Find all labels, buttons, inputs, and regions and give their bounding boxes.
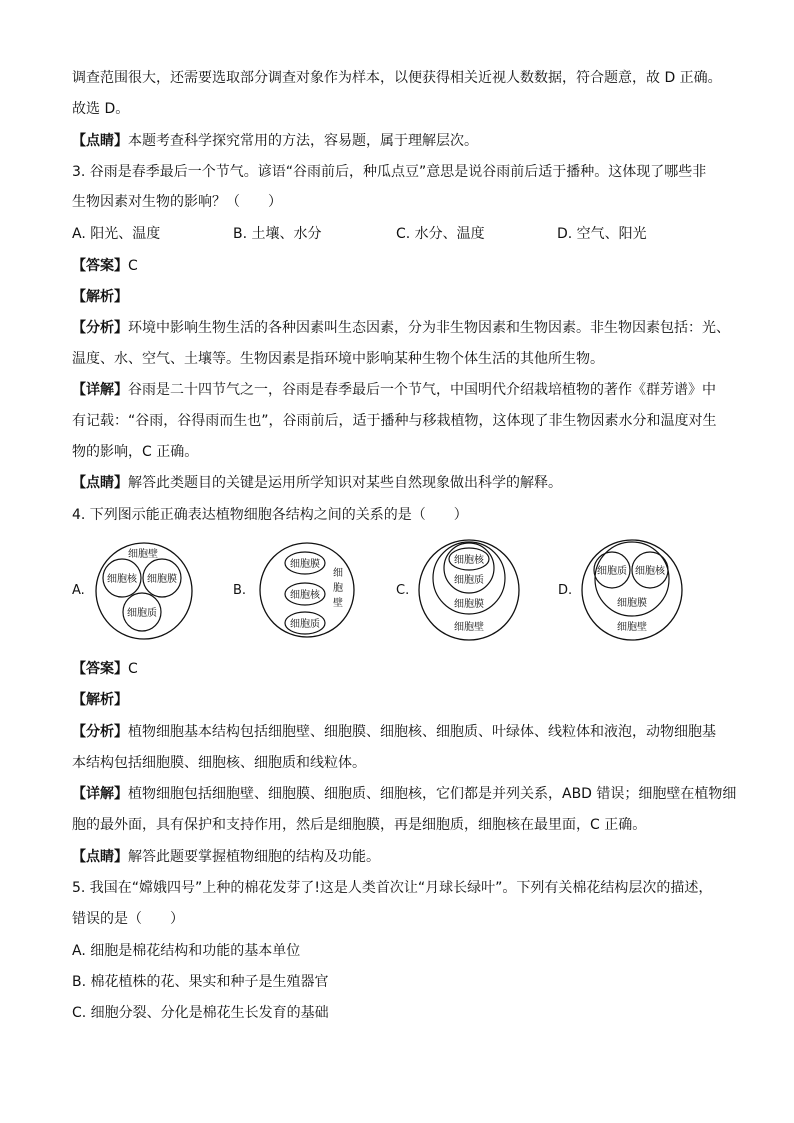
q3-detail-cont: 有记载：“谷雨，谷得雨而生也”，谷雨前后，适于播种与移栽植物，这体现了非生物因素水分和温度对生 — [72, 413, 717, 429]
q3-stem: 3. 谷雨是春季最后一个节气。谚语“谷雨前后，种瓜点豆”意思是说谷雨前后适于播种。这体现了哪些非 — [72, 164, 707, 180]
q3-analysis-cont: 温度、水、空气、土壤等。生物因素是指环境中影响某种生物个体生活的其他所生物。 — [72, 351, 604, 367]
q5-option-b: B. 棉花植株的花、果实和种子是生殖器官 — [72, 974, 329, 990]
diagram-d-cytoplasm-label: 细胞质 — [597, 566, 627, 577]
q4-analysis — [72, 722, 716, 742]
diagram-b — [257, 536, 357, 644]
diagram-b-wall-char: 细 — [333, 568, 343, 579]
q3-jiexi: 【解析】 — [72, 289, 128, 305]
diagram-b-membrane-label: 细胞膜 — [290, 559, 320, 570]
detail-tag: 【详解】 — [72, 382, 128, 398]
q3-option-b: B. 土壤、水分 — [233, 226, 322, 242]
q4-stem: 4. 下列图示能正确表达植物细胞各结构之间的关系的是（ ） — [72, 507, 468, 523]
diagram-d-nucleus-label: 细胞核 — [635, 566, 665, 577]
q4-detail-cont: 胞的最外面，具有保护和支持作用，然后是细胞膜，再是细胞质，细胞核在最里面，C 正确。 — [72, 817, 647, 833]
q3-detail — [72, 380, 716, 400]
tip-text: 本题考查科学探究常用的方法，容易题，属于理解层次。 — [128, 133, 478, 149]
diagram-d-membrane-label: 细胞膜 — [617, 598, 647, 609]
detail-text: 谷雨是二十四节气之一，谷雨是春季最后一个节气，中国明代介绍栽培植物的著作《群芳谱》中 — [128, 382, 716, 398]
text-line: 故选 D。 — [72, 101, 130, 117]
diagram-label-c: C. — [396, 583, 410, 598]
q5-option-a: A. 细胞是棉花结构和功能的基本单位 — [72, 943, 301, 959]
diagram-b-wall-char: 壁 — [333, 598, 343, 609]
diagram-c-cytoplasm-label: 细胞质 — [454, 575, 484, 586]
q3-tip — [72, 473, 562, 493]
tip-tag: 【点睛】 — [72, 475, 128, 491]
q5-option-c: C. 细胞分裂、分化是棉花生长发育的基础 — [72, 1005, 329, 1021]
q4-analysis-cont: 本结构包括细胞膜、细胞核、细胞质和线粒体。 — [72, 755, 366, 771]
diagram-a-membrane-label: 细胞膜 — [147, 574, 177, 585]
tip-line — [72, 131, 478, 151]
diagram-c-nucleus-label: 细胞核 — [454, 555, 484, 566]
analysis-text: 环境中影响生物生活的各种因素叫生态因素，分为非生物因素和生物因素。非生物因素包括：光、 — [128, 320, 730, 336]
diagram-d — [580, 536, 684, 644]
q3-option-a: A. 阳光、温度 — [72, 226, 161, 242]
diagram-a-cytoplasm-label: 细胞质 — [127, 608, 157, 619]
diagram-b-cytoplasm-label: 细胞质 — [290, 619, 320, 630]
diagram-d-wall-label: 细胞壁 — [617, 622, 647, 633]
q4-detail — [72, 784, 736, 804]
diagram-b-nucleus-label: 细胞核 — [290, 590, 320, 601]
q5-stem: 5. 我国在“嫦娥四号”上种的棉花发芽了!这是人类首次让“月球长绿叶”。下列有关棉花结构层次的描述， — [72, 880, 713, 896]
q3-answer — [72, 256, 138, 276]
q4-tip — [72, 847, 380, 867]
tip-text: 解答此题要掌握植物细胞的结构及功能。 — [128, 849, 380, 865]
answer-value: C — [128, 661, 138, 677]
analysis-text: 植物细胞基本结构包括细胞壁、细胞膜、细胞核、细胞质、叶绿体、线粒体和液泡，动物细胞基 — [128, 724, 716, 740]
diagram-label-a: A. — [72, 583, 85, 598]
detail-text: 植物细胞包括细胞壁、细胞膜、细胞质、细胞核，它们都是并列关系，ABD 错误；细胞壁在植物细 — [128, 786, 737, 802]
diagram-c-wall-label: 细胞壁 — [454, 622, 484, 633]
tip-text: 解答此类题目的关键是运用所学知识对某些自然现象做出科学的解释。 — [128, 475, 562, 491]
diagram-b-wall-char: 胞 — [333, 583, 343, 594]
diagram-label-d: D. — [558, 583, 573, 598]
diagram-a-wall-label: 细胞壁 — [128, 549, 158, 560]
diagram-c-membrane-label: 细胞膜 — [454, 599, 484, 610]
q4-jiexi: 【解析】 — [72, 692, 128, 708]
q3-analysis — [72, 318, 730, 338]
diagram-c — [417, 536, 521, 644]
answer-value: C — [128, 258, 138, 274]
analysis-tag: 【分析】 — [72, 320, 128, 336]
tip-tag: 【点睛】 — [72, 849, 128, 865]
q3-option-c: C. 水分、温度 — [396, 226, 485, 242]
answer-tag: 【答案】 — [72, 258, 128, 274]
analysis-tag: 【分析】 — [72, 724, 128, 740]
q3-option-d: D. 空气、阳光 — [557, 226, 647, 242]
diagram-label-b: B. — [233, 583, 247, 598]
q3-stem-cont: 生物因素对生物的影响？（ ） — [72, 194, 282, 210]
detail-tag: 【详解】 — [72, 786, 128, 802]
q5-stem-cont: 错误的是（ ） — [72, 911, 184, 927]
diagram-a-nucleus-label: 细胞核 — [107, 574, 137, 585]
q4-answer — [72, 659, 138, 679]
text-line: 调查范围很大，还需要选取部分调查对象作为样本，以便获得相关近视人数数据，符合题意，故 D 正确。 — [72, 70, 722, 86]
tip-tag: 【点睛】 — [72, 133, 128, 149]
q3-detail-cont: 物的影响，C 正确。 — [72, 444, 199, 460]
diagram-a — [94, 536, 194, 644]
answer-tag: 【答案】 — [72, 661, 128, 677]
